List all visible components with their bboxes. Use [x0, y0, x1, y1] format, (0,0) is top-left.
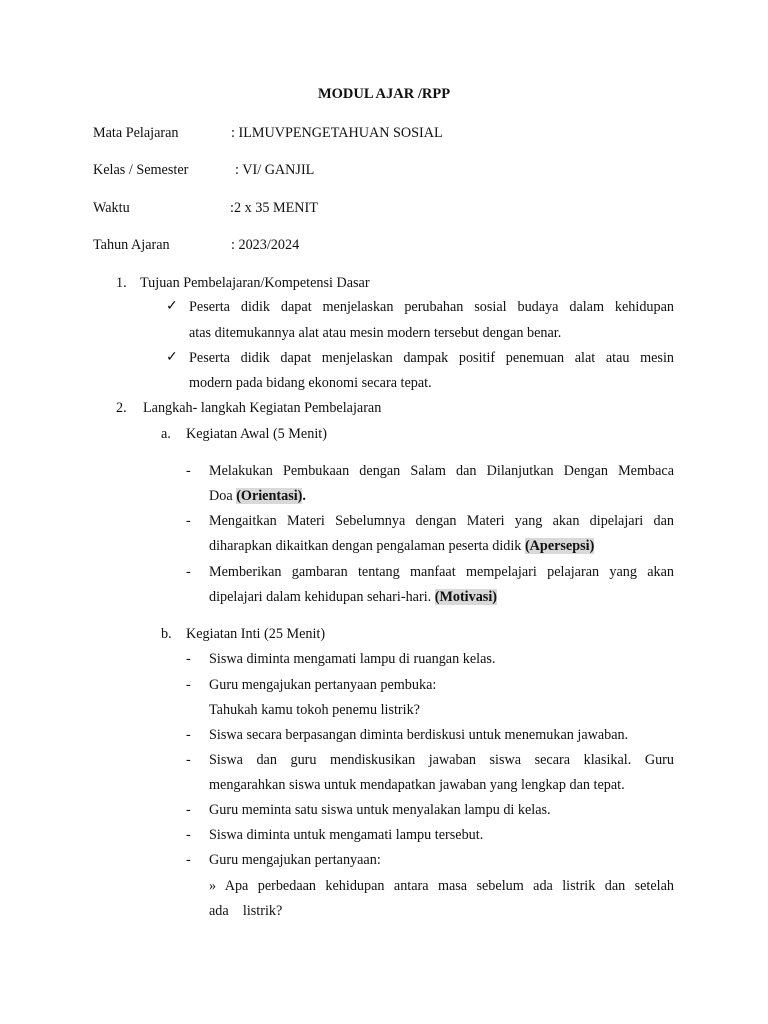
- document-title: MODUL AJAR /RPP: [317, 86, 451, 102]
- activity-line: [209, 486, 306, 506]
- subsection-heading: Kegiatan Awal (5 Menit): [186, 426, 327, 442]
- activity-line: Memberikan gambaran tentang manfaat mempelajari pelajaran yang akan: [209, 564, 674, 580]
- punctuation: .: [302, 488, 306, 504]
- section-number: 1.: [116, 275, 127, 291]
- bullet-dash: -: [186, 677, 191, 693]
- meta-label: Tahun Ajaran: [93, 237, 170, 253]
- activity-line: [209, 536, 594, 556]
- activity-line: Guru mengajukan pertanyaan pembuka:: [209, 677, 437, 693]
- phase-tag: (Orientasi): [236, 488, 303, 504]
- meta-value: : 2023/2024: [231, 237, 300, 253]
- bullet-dash: -: [186, 564, 191, 580]
- activity-line: mengarahkan siswa untuk mendapatkan jawaban yang lengkap dan tepat.: [209, 777, 625, 793]
- activity-line: Siswa dan guru mendiskusikan jawaban siswa secara klasikal. Guru: [209, 752, 674, 768]
- meta-label: Waktu: [93, 200, 130, 216]
- activity-question: » Apa perbedaan kehidupan antara masa sebelum ada listrik dan setelah: [209, 878, 674, 894]
- activity-line: Siswa diminta mengamati lampu di ruangan kelas.: [209, 651, 496, 667]
- activity-line: Mengaitkan Materi Sebelumnya dengan Materi yang akan dipelajari dan: [209, 513, 674, 529]
- bullet-dash: -: [186, 852, 191, 868]
- meta-value: :2 x 35 MENIT: [230, 200, 318, 216]
- subsection-letter: b.: [161, 626, 172, 642]
- phase-tag: (Apersepsi): [524, 538, 595, 554]
- bullet-dash: -: [186, 513, 191, 529]
- subsection-heading: Kegiatan Inti (25 Menit): [186, 626, 326, 642]
- section-heading: Tujuan Pembelajaran/Kompetensi Dasar: [140, 275, 370, 291]
- section-number: 2.: [116, 400, 127, 416]
- bullet-dash: -: [186, 463, 191, 479]
- activity-line: Melakukan Pembukaan dengan Salam dan Dilanjutkan Dengan Membaca: [209, 463, 674, 479]
- activity-question: ada listrik?: [209, 903, 283, 919]
- bullet-dash: -: [186, 727, 191, 743]
- meta-label: Mata Pelajaran: [93, 125, 179, 141]
- bullet-dash: -: [186, 752, 191, 768]
- activity-line: Guru meminta satu siswa untuk menyalakan lampu di kelas.: [209, 802, 551, 818]
- activity-text: Doa: [209, 488, 237, 504]
- activity-text: diharapkan dikaitkan dengan pengalaman peserta didik: [209, 538, 525, 554]
- bullet-dash: -: [186, 827, 191, 843]
- activity-question: Tahukah kamu tokoh penemu listrik?: [209, 702, 420, 718]
- subsection-letter: a.: [161, 426, 171, 442]
- objective-line: Peserta didik dapat menjelaskan perubahan sosial budaya dalam kehidupan: [189, 299, 674, 315]
- bullet-dash: -: [186, 651, 191, 667]
- activity-line: Siswa secara berpasangan diminta berdiskusi untuk menemukan jawaban.: [209, 727, 629, 743]
- objective-line: Peserta didik dapat menjelaskan dampak positif penemuan alat atau mesin: [189, 350, 674, 366]
- checkmark-icon: ✓: [166, 350, 178, 365]
- meta-value: : VI/ GANJIL: [235, 162, 315, 178]
- meta-value: : ILMUVPENGETAHUAN SOSIAL: [231, 125, 443, 141]
- phase-tag: (Motivasi): [434, 589, 497, 605]
- activity-line: Siswa diminta untuk mengamati lampu tersebut.: [209, 827, 484, 843]
- meta-label: Kelas / Semester: [93, 162, 189, 178]
- activity-text: dipelajari dalam kehidupan sehari-hari.: [209, 589, 435, 605]
- checkmark-icon: ✓: [166, 299, 178, 314]
- bullet-dash: -: [186, 802, 191, 818]
- activity-line: Guru mengajukan pertanyaan:: [209, 852, 381, 868]
- activity-line: [209, 587, 497, 607]
- objective-line: atas ditemukannya alat atau mesin modern tersebut dengan benar.: [189, 325, 562, 341]
- section-heading: Langkah- langkah Kegiatan Pembelajaran: [143, 400, 382, 416]
- objective-line: modern pada bidang ekonomi secara tepat.: [189, 375, 432, 391]
